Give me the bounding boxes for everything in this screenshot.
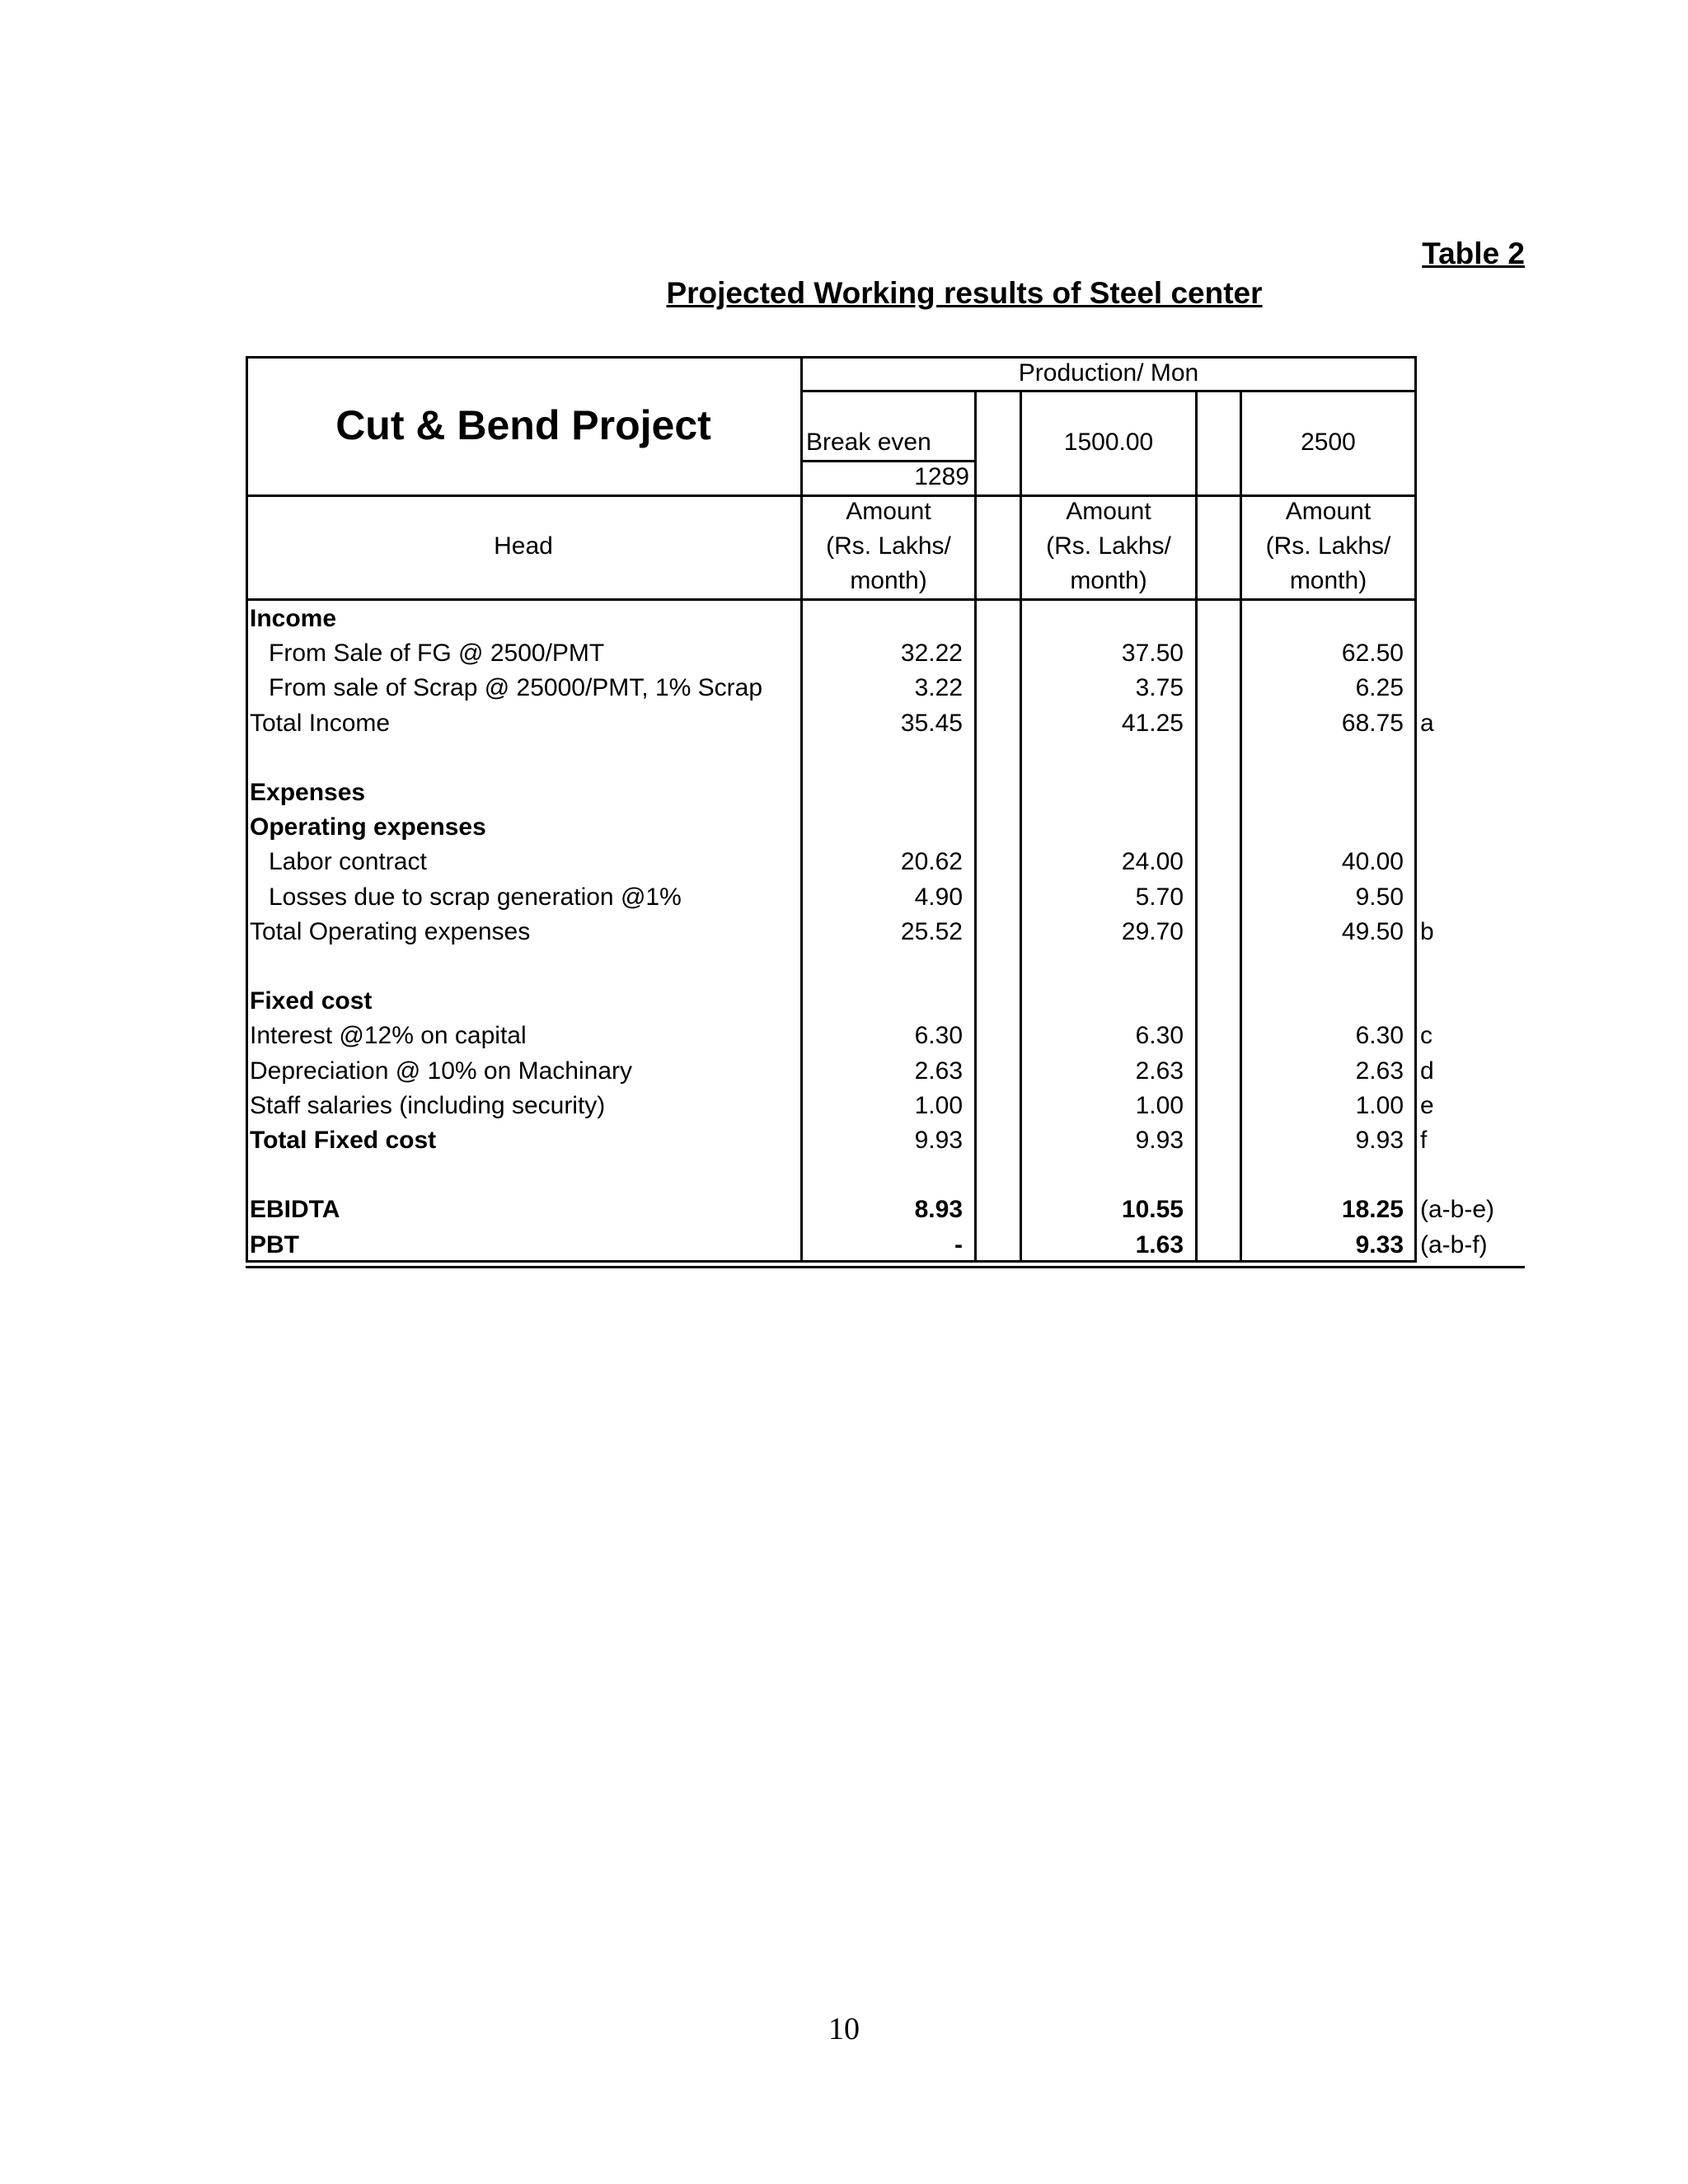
- break-even-label: Break even: [806, 429, 931, 456]
- row-value-col3: 1.00: [1355, 1091, 1404, 1119]
- row-value-col2: 24.00: [1121, 848, 1184, 876]
- row-label: Labor contract: [269, 848, 427, 876]
- col3-unit-line1: Amount: [1285, 498, 1372, 525]
- row-label: Losses due to scrap generation @1%: [269, 883, 682, 911]
- row-value-col2: 37.50: [1121, 640, 1184, 668]
- project-title: Cut & Bend Project: [335, 402, 711, 448]
- row-value-col3: 9.50: [1355, 883, 1404, 911]
- col2-production: 1500.00: [1063, 429, 1154, 456]
- row-value-col2: 41.25: [1121, 709, 1184, 737]
- col1-unit-line2: (Rs. Lakhs/: [826, 532, 951, 560]
- row-value-col1: 6.30: [914, 1022, 963, 1050]
- page-title: Projected Working results of Steel center: [666, 276, 1263, 310]
- col1-unit-line3: month): [850, 567, 927, 594]
- row-label: Depreciation @ 10% on Machinary: [250, 1057, 633, 1085]
- row-value-col1: 35.45: [900, 709, 963, 737]
- row-value-col3: 62.50: [1341, 640, 1404, 668]
- row-label: From Sale of FG @ 2500/PMT: [269, 640, 605, 668]
- row-value-col1: 20.62: [900, 848, 963, 876]
- col3-unit-line2: (Rs. Lakhs/: [1265, 532, 1391, 560]
- page-number: 10: [828, 2012, 860, 2046]
- row-value-col2: 5.70: [1135, 883, 1184, 911]
- row-value-col2: 29.70: [1121, 917, 1184, 945]
- row-value-col3: 40.00: [1341, 848, 1404, 876]
- row-label: Staff salaries (including security): [250, 1091, 606, 1119]
- break-even-value: 1289: [914, 463, 969, 490]
- row-value-col2: 10.55: [1121, 1196, 1184, 1224]
- row-label: PBT: [250, 1230, 299, 1258]
- row-value-col3: 2.63: [1355, 1057, 1404, 1085]
- row-note: f: [1420, 1127, 1428, 1154]
- row-value-col2: 2.63: [1135, 1057, 1184, 1085]
- row-value-col2: 1.63: [1135, 1230, 1184, 1258]
- row-label: Expenses: [250, 779, 366, 806]
- row-label: From sale of Scrap @ 25000/PMT, 1% Scrap: [269, 674, 763, 702]
- table-left-border: [246, 356, 248, 1263]
- row-note: c: [1420, 1022, 1432, 1050]
- row-value-col3: 68.75: [1341, 709, 1404, 737]
- row-value-col1: 32.22: [900, 640, 963, 668]
- row-value-col3: 49.50: [1341, 917, 1404, 945]
- row-value-col3: 9.33: [1355, 1230, 1404, 1258]
- row-label: Interest @12% on capital: [250, 1022, 527, 1050]
- row-value-col3: 6.30: [1355, 1022, 1404, 1050]
- row-value-col3: 6.25: [1355, 674, 1404, 702]
- row-value-col1: 8.93: [914, 1196, 963, 1224]
- row-label: Operating expenses: [250, 813, 486, 841]
- row-value-col2: 9.93: [1135, 1127, 1184, 1154]
- row-value-col1: 3.22: [914, 674, 963, 702]
- production-header: Production/ Mon: [1018, 359, 1199, 387]
- head-label: Head: [494, 532, 553, 560]
- row-value-col2: 6.30: [1135, 1022, 1184, 1050]
- row-note: (a-b-f): [1420, 1230, 1488, 1258]
- table-right-border: [1414, 356, 1417, 1263]
- row-label: EBIDTA: [250, 1196, 340, 1224]
- row-value-col1: 25.52: [900, 917, 963, 945]
- row-note: a: [1420, 709, 1434, 737]
- col2-right-border: [1195, 390, 1198, 1263]
- row-label: Income: [250, 605, 337, 632]
- row-value-col3: 9.93: [1355, 1127, 1404, 1154]
- row-label: Total Income: [250, 709, 391, 737]
- row-value-col1: 4.90: [914, 883, 963, 911]
- col2-unit-line2: (Rs. Lakhs/: [1046, 532, 1171, 560]
- row-note: d: [1420, 1057, 1434, 1085]
- row-value-col1: 9.93: [914, 1127, 963, 1154]
- col1-right-border: [974, 390, 977, 1263]
- table-label: Table 2: [1422, 237, 1525, 270]
- row-value-col1: 2.63: [914, 1057, 963, 1085]
- row-value-col1: -: [954, 1230, 963, 1258]
- col2-unit-line1: Amount: [1066, 498, 1151, 525]
- col3-unit-line3: month): [1289, 567, 1367, 594]
- row-note: b: [1420, 917, 1434, 945]
- row-value-col2: 3.75: [1135, 674, 1184, 702]
- row-value-col1: 1.00: [914, 1091, 963, 1119]
- col1-unit-line1: Amount: [846, 498, 931, 525]
- table-double-underline: [246, 1266, 1525, 1268]
- col3-production: 2500: [1301, 429, 1356, 456]
- row-value-col2: 1.00: [1135, 1091, 1184, 1119]
- row-label: Fixed cost: [250, 987, 373, 1015]
- row-label: Total Operating expenses: [250, 917, 531, 945]
- row-note: (a-b-e): [1420, 1196, 1495, 1224]
- row-note: e: [1420, 1091, 1434, 1119]
- row-value-col3: 18.25: [1341, 1196, 1404, 1224]
- col2-unit-line3: month): [1070, 567, 1147, 594]
- row-label: Total Fixed cost: [250, 1127, 437, 1154]
